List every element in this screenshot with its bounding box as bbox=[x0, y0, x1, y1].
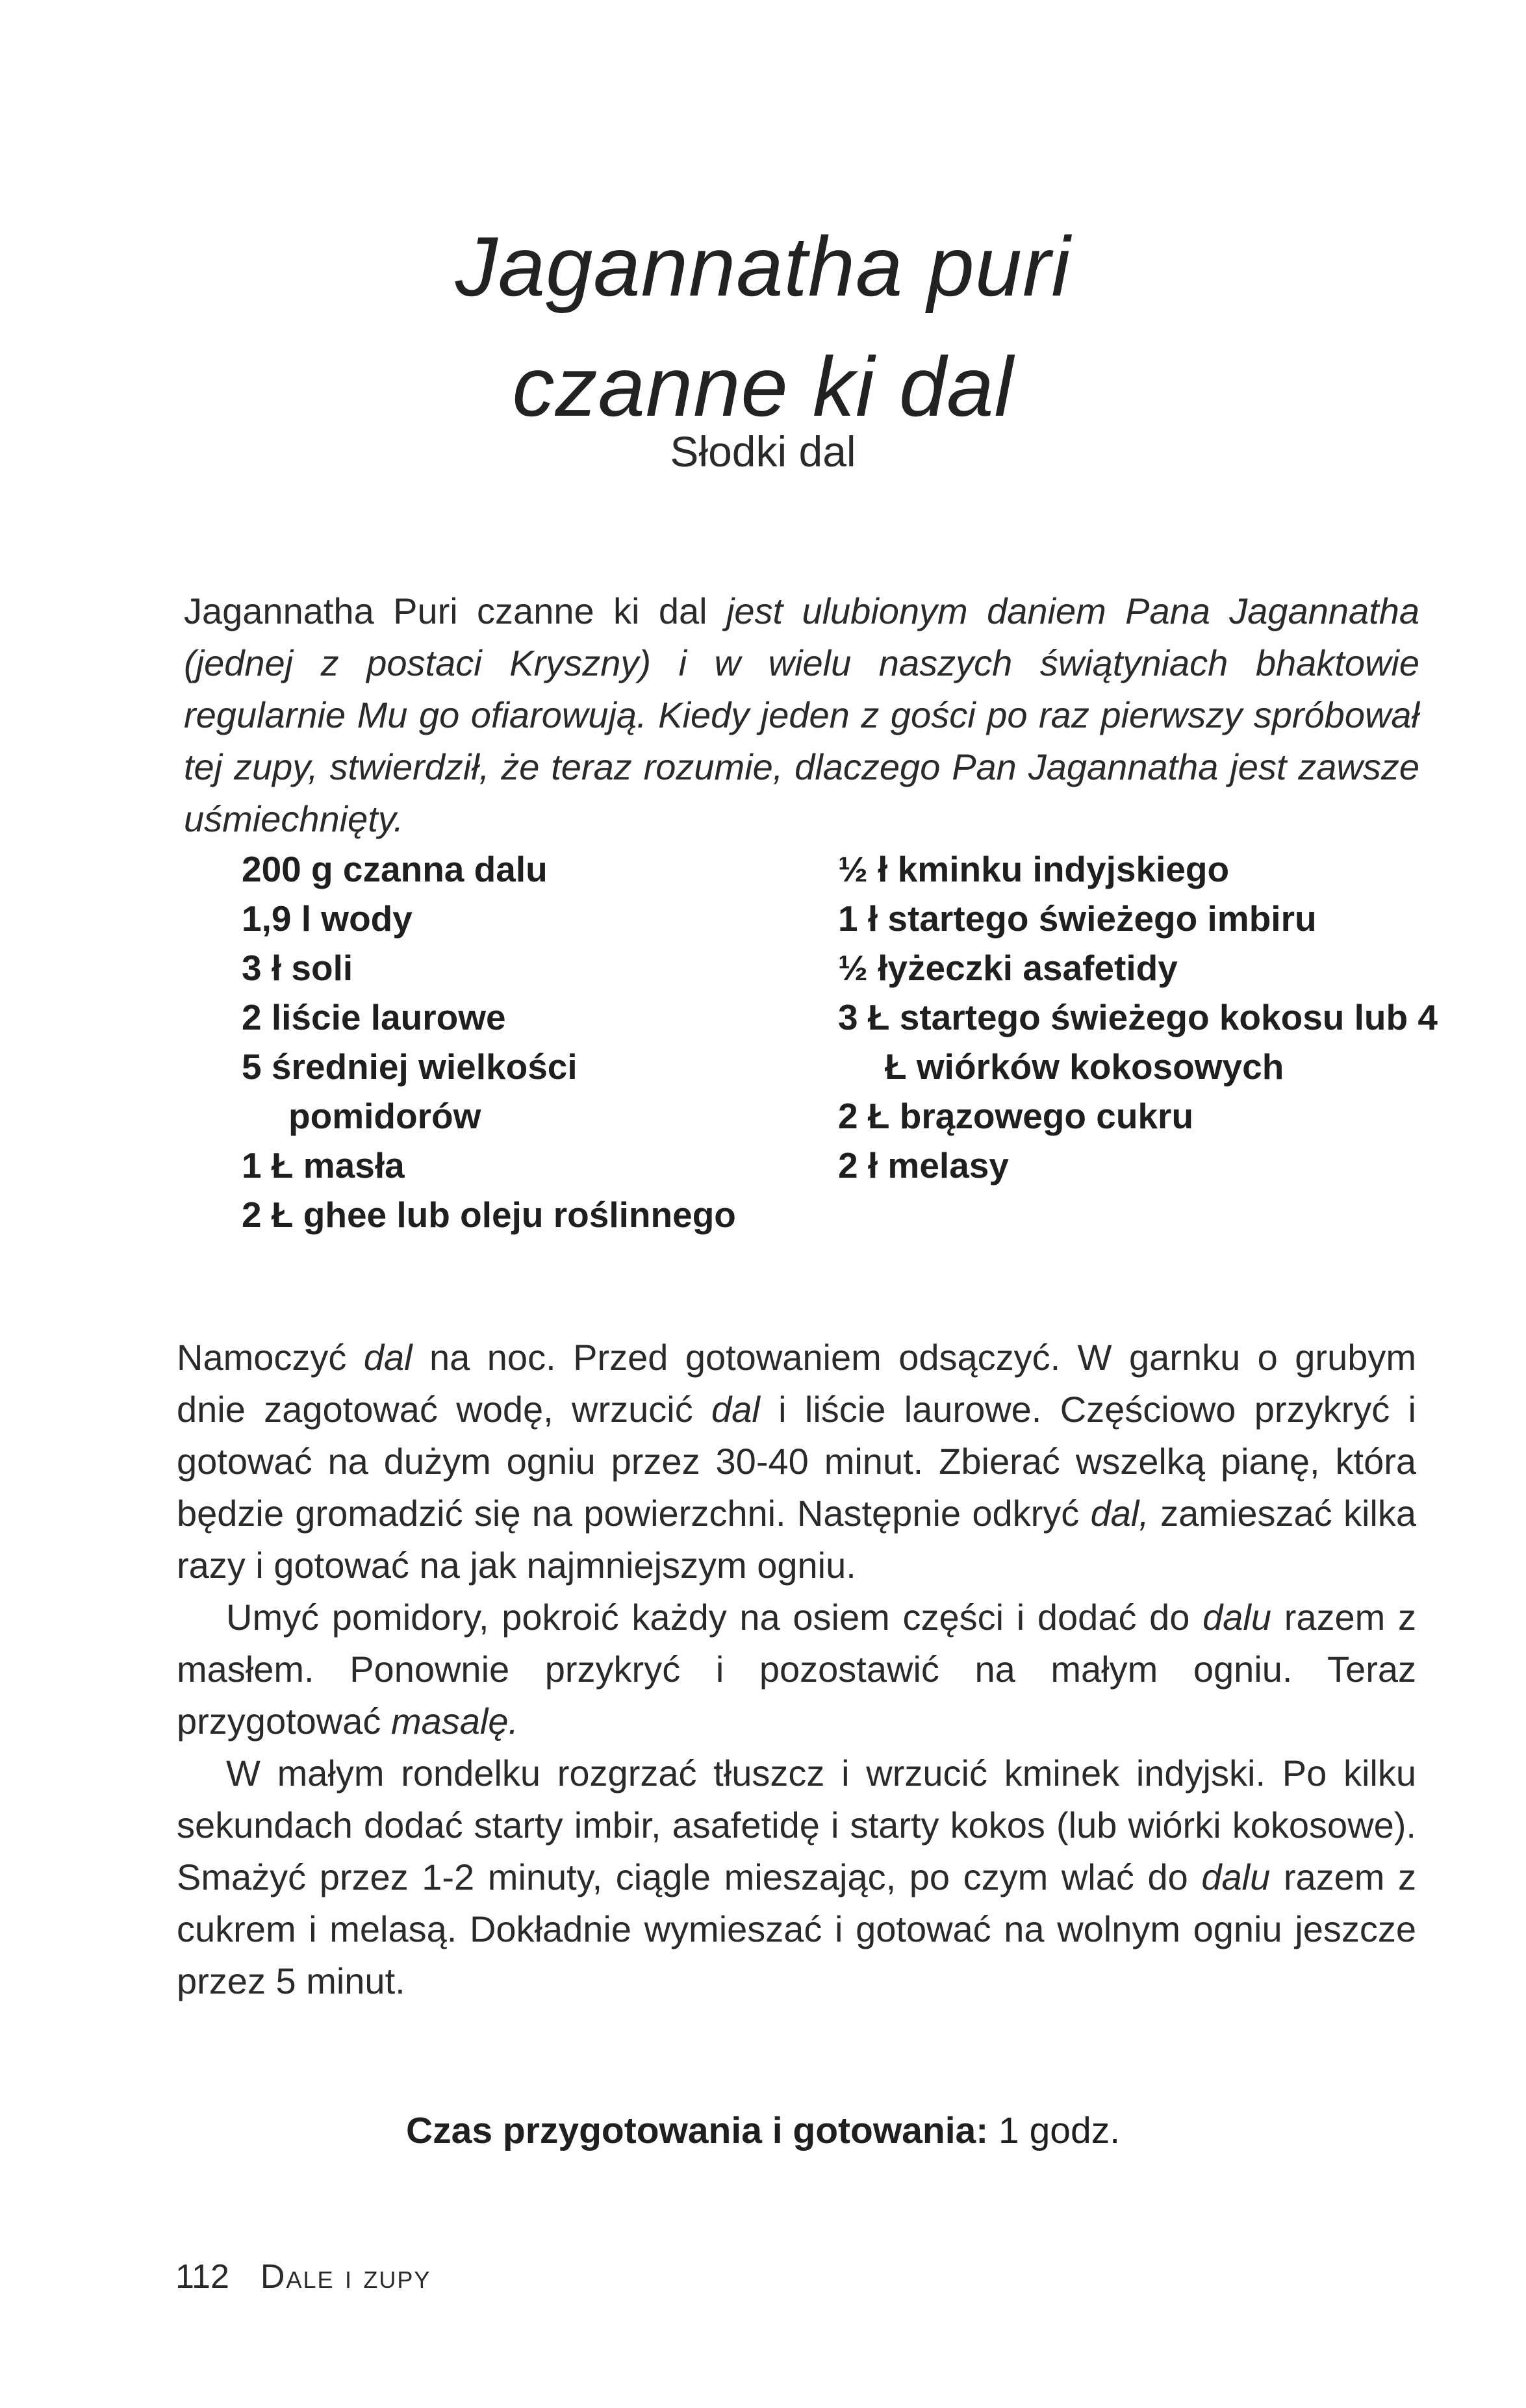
ingredient-item: 5 średniej wielkości pomidorów bbox=[242, 1046, 578, 1136]
method-text: na noc. Przed gotowaniem odsączyć. W garnku o grubym dnie zagotować wodę, wrzucić bbox=[177, 1337, 1417, 1430]
intro-paragraph bbox=[184, 585, 1419, 845]
ingredient-item: 1 ł startego świeżego imbiru bbox=[838, 898, 1317, 939]
method-text-italic: dalu bbox=[1201, 1857, 1271, 1897]
prep-time-value: 1 godz. bbox=[988, 2110, 1121, 2151]
method-section bbox=[177, 1332, 1416, 2007]
method-text: razem z cukrem i melasą. Dokładnie wymieszać i gotować na wolnym ogniu jeszcze przez 5 minut. bbox=[177, 1857, 1416, 2001]
method-text: zamieszać kilka razy i gotować na jak najmniejszym ogniu. bbox=[177, 1493, 1416, 1586]
intro-dish-name: Jagannatha Puri czanne ki dal bbox=[184, 590, 726, 631]
intro-description: jest ulubionym daniem Pana Jagannatha (jednej z postaci Kryszny) i w wielu naszych świątyniach bhaktowie regularnie Mu go ofiarowują. Kiedy jeden z gości po raz pierwszy spróbował tej zupy, stwierdził, że teraz rozumie, dlaczego Pan Jagannatha jest zawsze uśmiechnięty. bbox=[184, 590, 1420, 839]
ingredient-item: 2 ł melasy bbox=[838, 1145, 1009, 1185]
ingredient-item: 3 Ł startego świeżego kokosu lub 4 Ł wiórków kokosowych bbox=[838, 997, 1438, 1087]
recipe-title-line-1: Jagannatha puri bbox=[455, 219, 1071, 314]
ingredients-right-column bbox=[838, 844, 1438, 1190]
ingredient-item: 2 Ł brązowego cukru bbox=[838, 1096, 1194, 1136]
method-text-italic: dal bbox=[363, 1337, 413, 1378]
ingredient-item: 200 g czanna dalu bbox=[242, 849, 548, 889]
recipe-subtitle: Słodki dal bbox=[670, 427, 856, 475]
method-text-italic: dal, bbox=[1090, 1493, 1149, 1534]
ingredient-item: 2 Ł ghee lub oleju roślinnego bbox=[242, 1195, 736, 1235]
page-number: 112 bbox=[175, 2258, 229, 2296]
ingredients-left-column bbox=[242, 844, 748, 1239]
method-text: Namoczyć bbox=[177, 1337, 364, 1378]
page-footer bbox=[175, 2254, 431, 2300]
ingredient-item: 1,9 l wody bbox=[242, 898, 413, 939]
ingredient-item: 1 Ł masła bbox=[242, 1145, 405, 1185]
method-text-italic: masalę. bbox=[390, 1701, 519, 1742]
method-text: Umyć pomidory, pokroić każdy na osiem części i dodać do bbox=[226, 1597, 1203, 1638]
ingredient-item: 2 liście laurowe bbox=[242, 997, 506, 1037]
recipe-title-line-2: czanne ki dal bbox=[512, 339, 1014, 434]
method-text-italic: dal bbox=[711, 1389, 760, 1430]
method-text: razem z masłem. Ponownie przykryć i pozostawić na małym ogniu. Teraz przygotować bbox=[177, 1597, 1416, 1742]
method-paragraph-2 bbox=[177, 1591, 1416, 1747]
section-name: Dale i zupy bbox=[260, 2258, 431, 2296]
ingredient-item: 3 ł soli bbox=[242, 948, 353, 988]
method-paragraph-3 bbox=[177, 1747, 1416, 2007]
method-paragraph-1 bbox=[177, 1332, 1416, 1591]
method-text-italic: dalu bbox=[1202, 1597, 1272, 1638]
prep-time bbox=[0, 2105, 1526, 2157]
ingredient-item: ½ łyżeczki asafetidy bbox=[838, 948, 1178, 988]
method-text: i liście laurowe. Częściowo przykryć i gotować na dużym ogniu przez 30-40 minut. Zbierać wszelką pianę, która będzie gromadzić się na powierzchni. Następnie odkryć bbox=[177, 1389, 1416, 1534]
ingredient-item: ½ ł kminku indyjskiego bbox=[838, 849, 1230, 889]
prep-time-label: Czas przygotowania i gotowania: bbox=[405, 2110, 989, 2151]
method-text: W małym rondelku rozgrzać tłuszcz i wrzucić kminek indyjski. Po kilku sekundach dodać starty imbir, asafetidę i starty kokos (lub wiórki kokosowe). Smażyć przez 1-2 minuty, ciągle mieszając, po czym wlać do bbox=[177, 1753, 1416, 1897]
